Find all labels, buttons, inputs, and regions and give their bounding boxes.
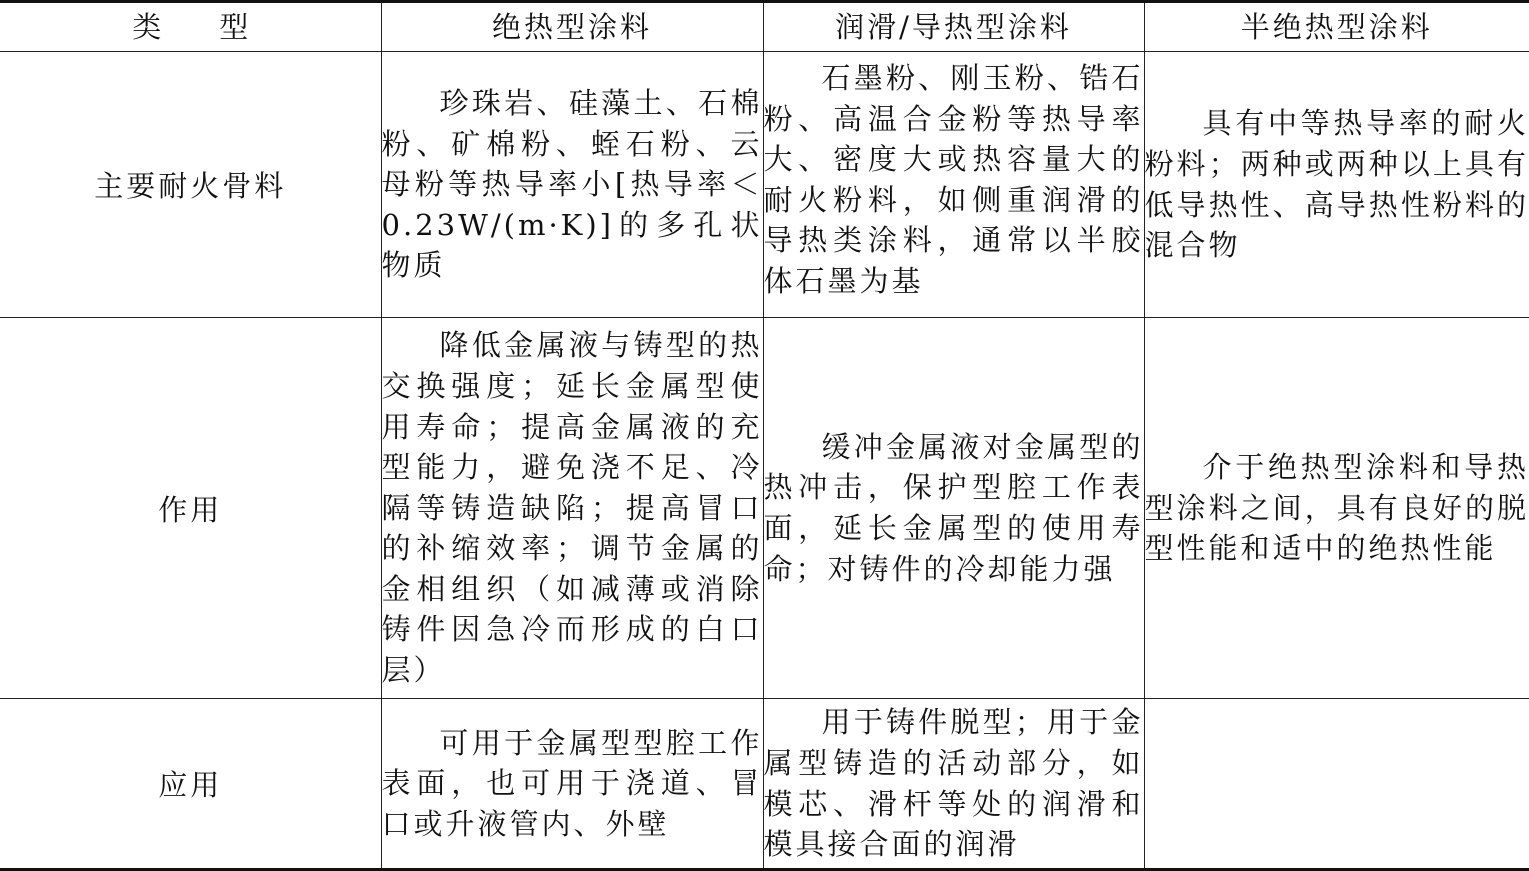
cell-text: 可用于金属型型腔工作表面，也可用于浇道、冒口或升液管内、外壁	[382, 723, 763, 845]
cell-text: 用于铸件脱型；用于金属型铸造的活动部分，如模芯、滑杆等处的润滑和模具接合面的润滑	[764, 702, 1144, 864]
header-type	[0, 2, 381, 52]
table-row-aggregate	[0, 52, 1529, 318]
cell-text: 石墨粉、刚玉粉、锆石粉、高温合金粉等热导率大、密度大或热容量大的耐火粉料，如侧重润滑的导热类涂料，通常以半胶体石墨为基	[764, 58, 1144, 302]
cell-aggregate-insulating	[381, 52, 763, 318]
cell-text: 降低金属液与铸型的热交换强度；延长金属型使用寿命；提高金属液的充型能力，避免浇不足、冷隔等铸造缺陷；提高冒口的补缩效率；调节金属的金相组织（如减薄或消除铸件因急冷而形成的白口层）	[382, 325, 763, 690]
table-row-function	[0, 318, 1529, 699]
header-insulating-coating: 绝热型涂料	[381, 2, 763, 52]
table-header-row	[0, 2, 1529, 52]
cell-function-lubricating	[763, 318, 1144, 699]
cell-text: 具有中等热导率的耐火粉料；两种或两种以上具有低导热性、高导热性粉料的混合物	[1145, 103, 1529, 265]
cell-aggregate-lubricating	[763, 52, 1144, 318]
cell-aggregate-semi	[1144, 52, 1529, 318]
cell-application-insulating	[381, 699, 763, 870]
cell-text: 介于绝热型涂料和导热型涂料之间，具有良好的脱型性能和适中的绝热性能	[1145, 447, 1529, 569]
cell-function-semi	[1144, 318, 1529, 699]
cell-text: 珍珠岩、硅藻土、石棉粉、矿棉粉、蛭石粉、云母粉等热导率小[热导率＜0.23W/(m·K)]的多孔状物质	[382, 83, 763, 286]
cell-application-lubricating	[763, 699, 1144, 870]
header-type-char-1: 类	[132, 13, 161, 42]
row-label-aggregate: 主要耐火骨料	[0, 52, 381, 318]
row-label-application: 应用	[0, 699, 381, 870]
row-label-function: 作用	[0, 318, 381, 699]
header-lubricating-coating: 润滑/导热型涂料	[763, 2, 1144, 52]
cell-function-insulating	[381, 318, 763, 699]
cell-text: 缓冲金属液对金属型的热冲击，保护型腔工作表面，延长金属型的使用寿命；对铸件的冷却能力强	[764, 427, 1144, 589]
table-row-application	[0, 699, 1529, 870]
header-semi-insulating-coating: 半绝热型涂料	[1144, 2, 1529, 52]
cell-application-semi	[1144, 699, 1529, 870]
header-type-char-2: 型	[219, 13, 248, 42]
